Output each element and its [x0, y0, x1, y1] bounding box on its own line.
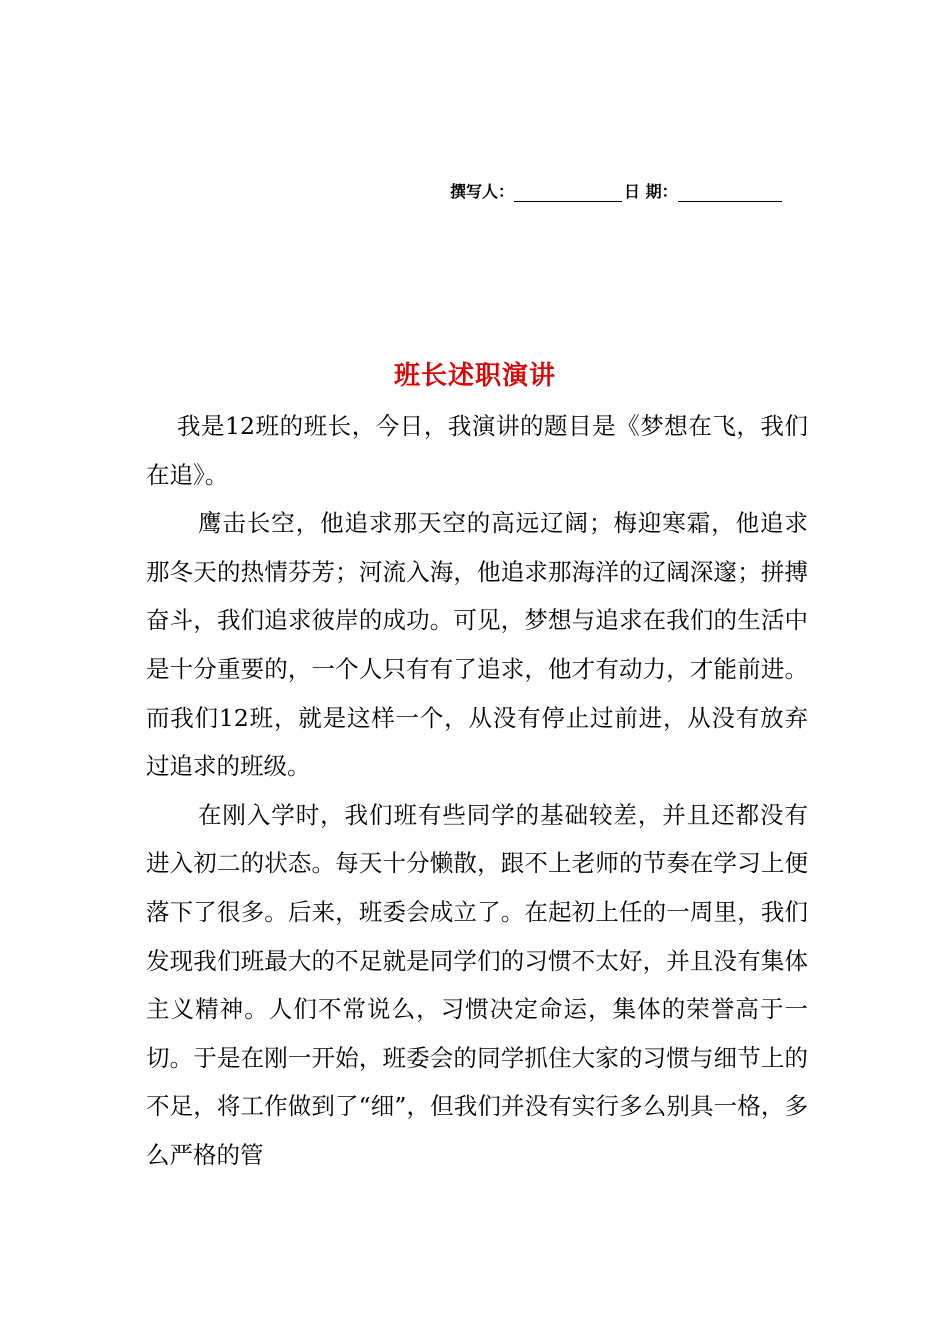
author-label: 撰写人： [450, 182, 515, 201]
author-blank [514, 183, 622, 202]
paragraph-enrollment: 在刚入学时，我们班有些同学的基础较差，并且还都没有进入初二的状态。每天十分懒散，跟不上老师的节奏在学习上便落下了很多。后来，班委会成立了。在起初上任的一周里，我们发现我们班最大的不足就是同学们的习惯不太好，并且没有集体主义精神。人们不常说么，习惯决定命运，集体的荣誉高于一切。于是在刚一开始，班委会的同学抓住大家的习惯与细节上的不足，将工作做到了“细”，但我们并没有实行多么别具一格，多么严格的管 [146, 800, 808, 1169]
paragraph-intro: 我是12班的班长，今日，我演讲的题目是《梦想在飞，我们在追》。 [146, 412, 808, 489]
date-label: 日 期： [624, 182, 678, 201]
header-signature-line [450, 174, 810, 202]
document-body [146, 402, 808, 1180]
document-title: 班长述职演讲 [393, 361, 556, 391]
date-blank [678, 183, 782, 202]
paragraph-pursuit: 鹰击长空，他追求那天空的高远辽阔；梅迎寒霜，他追求那冬天的热情芬芳；河流入海，他追求那海洋的辽阔深邃；拼搏奋斗，我们追求彼岸的成功。可见，梦想与追求在我们的生活中是十分重要的，一个人只有有了追求，他才有动力，才能前进。而我们12班，就是这样一个，从没有停止过前进，从没有放弃过追求的班级。 [146, 509, 808, 781]
